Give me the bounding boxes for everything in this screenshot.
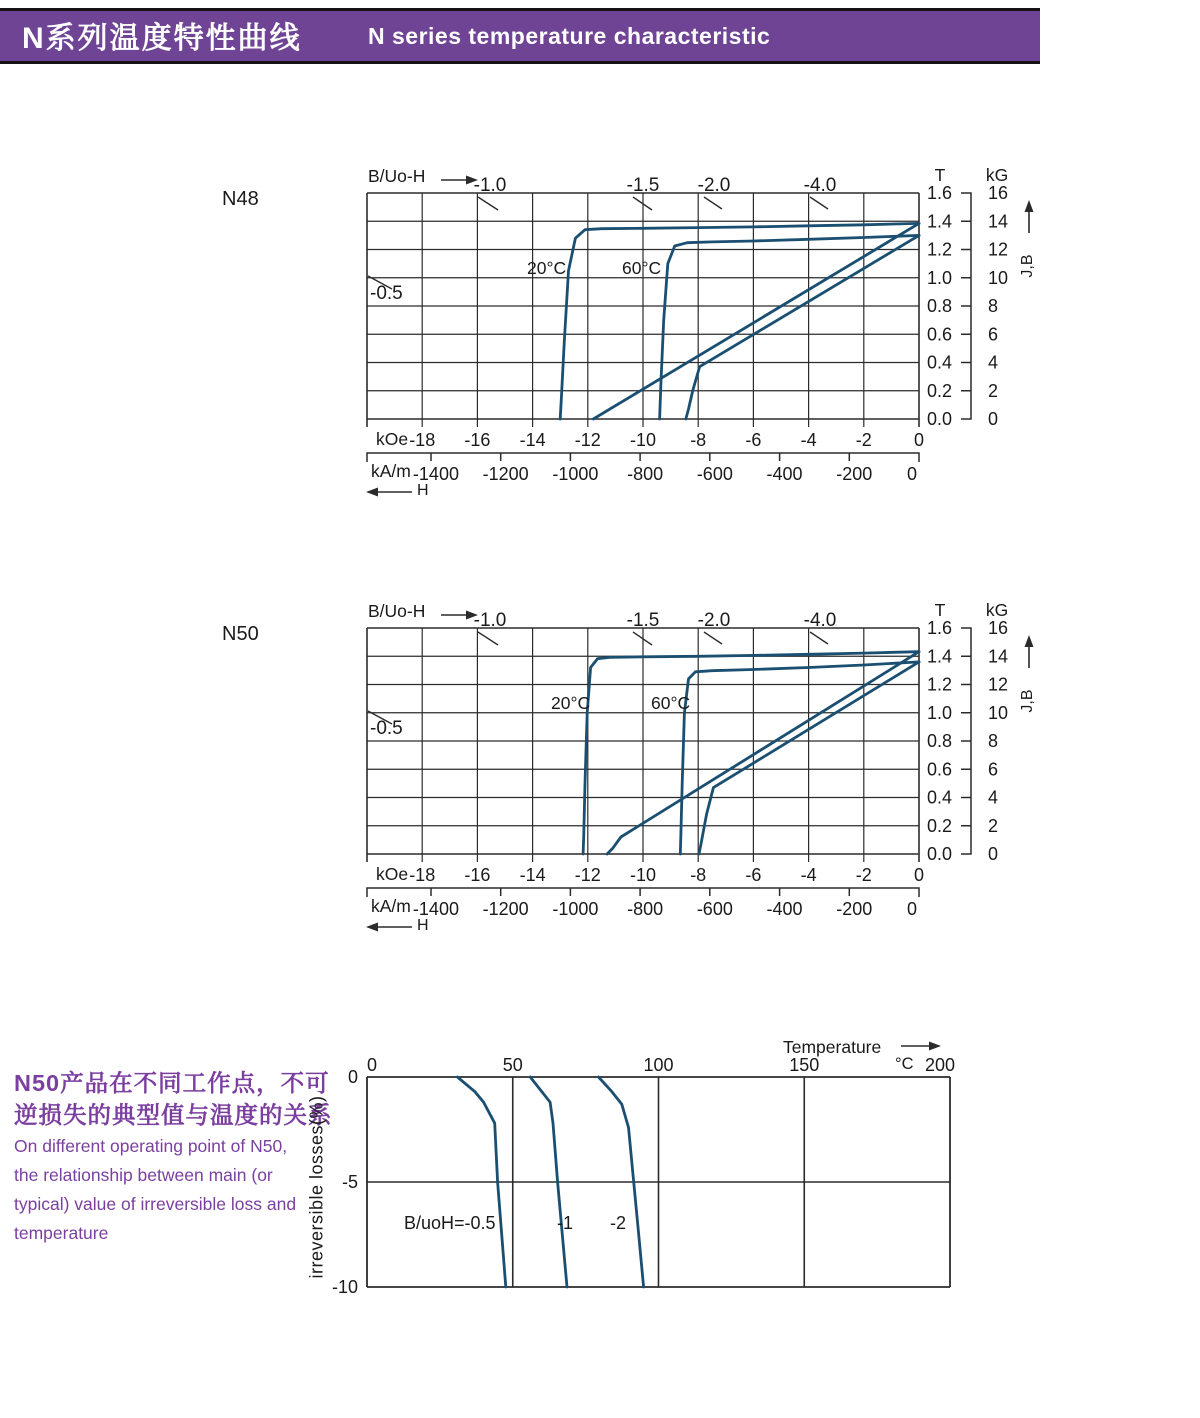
note-en-line3: typical) value of irreversible loss and [14, 1194, 297, 1214]
n48-koe-tick-label: -4 [800, 430, 817, 450]
n50-kam-tick-label: 0 [906, 899, 918, 919]
n48-kg-tick-label: 10 [988, 267, 1009, 288]
n50-kg-tick-label: 6 [988, 759, 999, 780]
n50-tesla-tick-label: 0.0 [926, 844, 952, 864]
n50-loadline-label-1.0: -1.0 [473, 610, 507, 631]
n48-kg-tick-label: 12 [988, 239, 1009, 260]
n50-tesla-ruler [961, 628, 971, 854]
n48-tesla-tick-label: 1.6 [926, 183, 952, 203]
n48-jb-arrowhead [1025, 200, 1034, 212]
n50-h-arrowhead [366, 923, 378, 932]
n48-curve-B-60C-normal [686, 235, 919, 419]
n50-loadline-label-1.5: -1.5 [626, 610, 660, 631]
temperature-arrowhead [929, 1042, 941, 1051]
loss-pct-tick-label: -10 [331, 1277, 358, 1297]
loss-pct-tick-label: 0 [347, 1067, 358, 1087]
n50-jb-label: J,B [1019, 689, 1036, 713]
note-en-line2: the relationship between main (or [14, 1165, 273, 1185]
n50-jb-arrowhead [1025, 635, 1034, 647]
n48-kam-tick-label: -800 [627, 464, 664, 484]
loss-temp-tick-label: 50 [502, 1055, 523, 1075]
n50-tesla-tick-label: 1.0 [926, 702, 952, 723]
n50-tesla-tick-label: 1.6 [926, 618, 952, 638]
n48-koe-tick-label: -6 [745, 430, 762, 450]
n48-koe-tick-label: -8 [690, 430, 707, 450]
n48-tesla-tick-label: 0.0 [926, 409, 952, 429]
n48-kam-tick-label: -1200 [482, 464, 529, 484]
n50-kam-tick-label: -800 [627, 899, 664, 919]
n48-curve-label-20c: 20°C [527, 258, 567, 278]
loss-temp-tick-label: 0 [366, 1055, 378, 1075]
n48-y-axis-label: B/Uo-H [368, 166, 426, 186]
n48-loadline-label-1.0: -1.0 [473, 175, 507, 196]
n50-kam-ruler [367, 888, 919, 897]
n48-loadline-label-0.5: -0.5 [370, 283, 403, 304]
loss-pct-tick-label: -5 [341, 1172, 358, 1192]
n50-kg-tick-label: 12 [988, 674, 1009, 695]
n48-tesla-tick-label: 1.2 [926, 239, 952, 260]
n50-koe-tick-label: -14 [519, 865, 546, 885]
n48-koe-tick-label: -12 [574, 430, 601, 450]
n48-kam-ruler [367, 453, 919, 462]
n50-koe-tick-label: 0 [913, 865, 925, 885]
n48-tesla-unit: T [934, 165, 946, 185]
n48-curve-J-20C-intrinsic [560, 223, 919, 419]
n48-loadline-tick [704, 197, 722, 209]
loss-curve-label-2: -2 [610, 1213, 627, 1233]
n50-koe-tick-label: -10 [629, 865, 657, 885]
n50-koe-tick-label: -4 [800, 865, 817, 885]
n48-tesla-tick-label: 1.4 [926, 211, 952, 232]
n50-kg-tick-label: 0 [988, 844, 999, 864]
n48-kam-tick-label: -200 [836, 464, 873, 484]
n50-kg-tick-label: 2 [988, 815, 999, 836]
n48-kg-tick-label: 6 [988, 324, 999, 345]
n50-tesla-unit: T [934, 600, 946, 620]
n48-loadline-tick [478, 197, 498, 210]
n50-kg-tick-label: 14 [988, 646, 1009, 667]
n48-h-label: H [417, 482, 429, 499]
n48-tesla-tick-label: 0.8 [926, 296, 952, 316]
n50-kam-tick-label: -200 [836, 899, 873, 919]
page-title-zh: N系列温度特性曲线 [22, 22, 302, 56]
n50-curve-label-60c: 60°C [651, 693, 691, 713]
n48-koe-tick-label: 0 [913, 430, 925, 450]
n48-kg-tick-label: 4 [988, 352, 999, 373]
n48-tesla-tick-label: 0.2 [926, 380, 952, 401]
n48-koe-tick-label: -14 [519, 430, 546, 450]
n50-loadline-tick [704, 632, 722, 644]
n50-kam-tick-label: -1400 [412, 899, 459, 919]
n50-kg-tick-label: 10 [988, 702, 1009, 723]
n50-y-axis-label: B/Uo-H [368, 601, 426, 621]
n48-kg-tick-label: 16 [988, 183, 1009, 203]
n50-kam-tick-label: -600 [696, 899, 733, 919]
n48-tesla-tick-label: 0.6 [926, 324, 952, 345]
page-title-en: N series temperature characteristic [368, 23, 771, 50]
n48-kg-tick-label: 8 [988, 296, 999, 316]
n48-kam-tick-label: -600 [696, 464, 733, 484]
n50-kam-tick-label: -1200 [482, 899, 529, 919]
n48-koe-tick-label: -18 [409, 430, 436, 450]
loss-curve-label-0.5: B/uoH=-0.5 [404, 1213, 496, 1233]
loss-celsius-unit: °C [895, 1055, 914, 1073]
n50-tesla-tick-label: 1.2 [926, 674, 952, 695]
n48-loadline-label-1.5: -1.5 [626, 175, 660, 196]
n50-curve-label-20c: 20°C [551, 693, 591, 713]
n50-kg-unit: kG [985, 600, 1009, 620]
n50-koe-tick-label: -2 [855, 865, 872, 885]
n48-kam-tick-label: -1400 [412, 464, 459, 484]
loss-temp-tick-label: 100 [643, 1055, 674, 1075]
n48-h-arrowhead [366, 488, 378, 497]
n48-tesla-ruler [961, 193, 971, 419]
n48-kg-tick-label: 2 [988, 380, 999, 401]
n48-kg-unit: kG [985, 165, 1009, 185]
loss-temp-tick-label: 150 [789, 1055, 820, 1075]
n48-koe-tick-label: -2 [855, 430, 872, 450]
loss-curve-label-1: -1 [557, 1213, 574, 1233]
n50-kam-unit: kA/m [371, 896, 411, 916]
n50-koe-tick-label: -18 [409, 865, 436, 885]
loss-y-axis-title: irreversible losses(%) [306, 1095, 327, 1279]
n50-koe-tick-label: -16 [464, 865, 491, 885]
n50-kg-tick-label: 16 [988, 618, 1009, 638]
note-zh-line2: 逆损失的典型值与温度的关系 [14, 1102, 333, 1128]
n50-koe-tick-label: -8 [690, 865, 707, 885]
n50-tesla-tick-label: 1.4 [926, 646, 952, 667]
n48-kam-tick-label: 0 [906, 464, 918, 484]
n48-tesla-tick-label: 0.4 [926, 352, 952, 373]
n50-kam-tick-label: -1000 [552, 899, 599, 919]
n50-kam-tick-label: -400 [766, 899, 803, 919]
n50-tesla-tick-label: 0.4 [926, 787, 952, 808]
n50-koe-tick-label: -6 [745, 865, 762, 885]
n50-tesla-tick-label: 0.8 [926, 731, 952, 751]
note-en-line1: On different operating point of N50, [14, 1136, 288, 1156]
n50-loadline-label-2.0: -2.0 [697, 610, 731, 631]
n48-loadline-tick [810, 197, 828, 209]
n48-kam-unit: kA/m [371, 461, 411, 481]
n50-koe-tick-label: -12 [574, 865, 601, 885]
loss-x-axis-title: Temperature [783, 1037, 882, 1057]
n48-kam-tick-label: -400 [766, 464, 803, 484]
n48-curve-B-20C-normal [593, 223, 919, 419]
n50-kg-tick-label: 8 [988, 731, 999, 751]
n50-curve-B-20C-normal [607, 652, 919, 854]
grade-label-n50: N50 [222, 623, 259, 645]
n50-loadline-label-4.0: -4.0 [803, 610, 837, 631]
n48-loadline-label-4.0: -4.0 [803, 175, 837, 196]
n50-loadline-tick [478, 632, 498, 645]
n50-kg-tick-label: 4 [988, 787, 999, 808]
n48-koe-tick-label: -16 [464, 430, 491, 450]
n48-curve-label-60c: 60°C [622, 258, 662, 278]
n48-koe-unit: kOe [376, 429, 409, 449]
n50-tesla-tick-label: 0.2 [926, 815, 952, 836]
header-banner [0, 8, 1040, 64]
note-zh-line1: N50产品在不同工作点，不可 [14, 1070, 330, 1096]
n48-loadline-label-2.0: -2.0 [697, 175, 731, 196]
n48-kg-tick-label: 0 [988, 409, 999, 429]
grade-label-n48: N48 [222, 188, 259, 210]
n48-jb-label: J,B [1019, 254, 1036, 278]
n50-tesla-tick-label: 0.6 [926, 759, 952, 780]
n48-tesla-tick-label: 1.0 [926, 267, 952, 288]
loss-temp-tick-label: 200 [924, 1055, 956, 1075]
n48-koe-tick-label: -10 [629, 430, 657, 450]
n48-kg-tick-label: 14 [988, 211, 1009, 232]
n50-loadline-label-0.5: -0.5 [370, 718, 403, 739]
n50-koe-unit: kOe [376, 864, 409, 884]
n48-kam-tick-label: -1000 [552, 464, 599, 484]
n50-h-label: H [417, 917, 429, 934]
n50-loadline-tick [810, 632, 828, 644]
note-en-line4: temperature [14, 1223, 109, 1243]
